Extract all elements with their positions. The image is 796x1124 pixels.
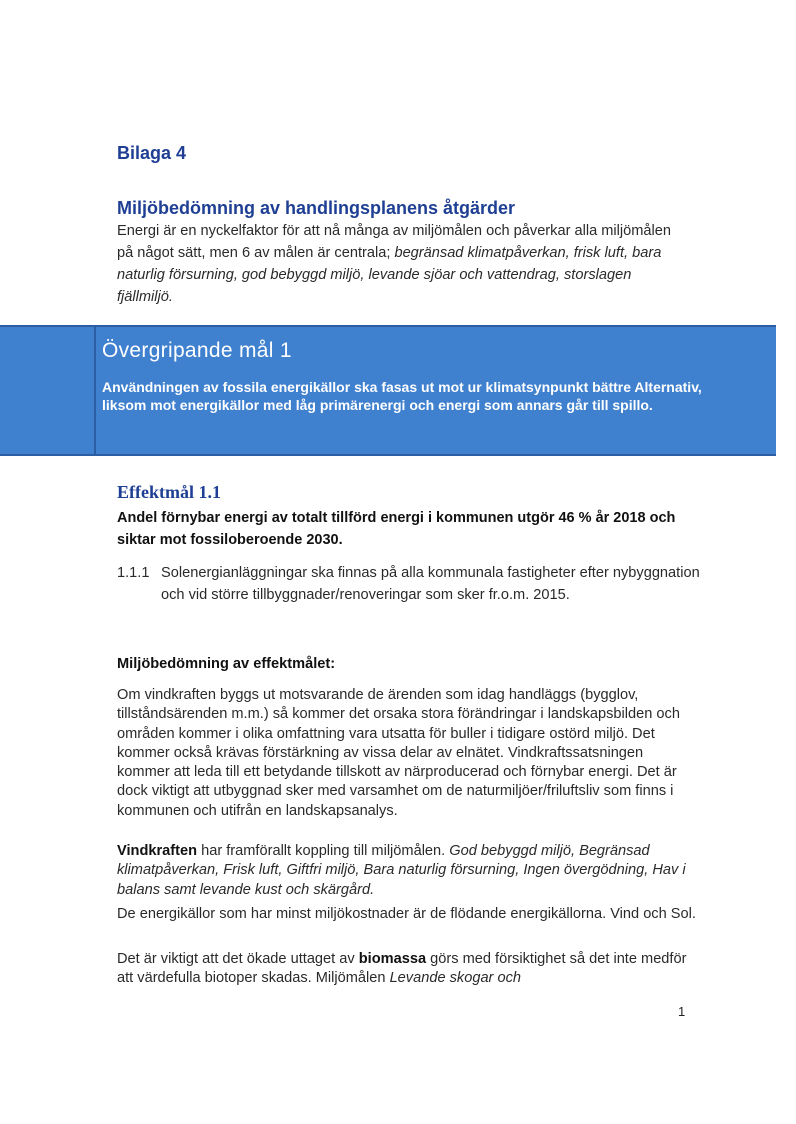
- intro-text: Energi är en nyckelfaktor för att nå många av miljömålen och påverkar alla miljömålen på något sätt, men 6 av målen är centrala;: [117, 223, 672, 261]
- assessment-heading: Miljöbedömning av effektmålet:: [117, 656, 336, 672]
- assessment-paragraph-2: [117, 842, 697, 900]
- goal-banner: [0, 325, 776, 456]
- intro-goals-italic: begränsad klimatpåverkan, frisk luft, bara naturlig försurning, god bebyggd miljö, levande sjöar och vattendrag, storslagen fjällmiljö.: [117, 245, 662, 305]
- banner-divider: [94, 327, 96, 454]
- p2-text: har framförallt koppling till miljömålen.: [197, 843, 450, 859]
- p4-text-b: görs med försiktighet så det inte medför att värdefulla biotoper skadas. Miljömålen: [117, 951, 687, 987]
- banner-title: Övergripande mål 1: [102, 339, 292, 362]
- appendix-label: Bilaga 4: [117, 143, 187, 163]
- assessment-paragraph-1: Om vindkraften byggs ut motsvarande de ärenden som idag handläggs (bygglov, tillståndsärenden m.m.) så kommer det orsaka stora förändringar i landskapsbilden och områden kommer i olika omfattning vara utsatta för buller i tidigare ostörd miljö. Det kommer också krävas förstärkning av vissa delar av elnätet. Vindkraftssatsningen kommer att leda till ett betydande tillskott av närproducerad och förnybar energi. Det är dock viktigt att utbyggnad sker med varsamhet om de naturmiljöer/friluftsliv som finns i kommunen och utifrån en landskapsanalys.: [117, 687, 680, 819]
- biomass-term: biomassa: [358, 951, 427, 967]
- assessment-paragraph-4: [117, 950, 697, 989]
- intro-paragraph: [117, 220, 677, 308]
- p4-text-a: Det är viktigt att det ökade uttaget av: [117, 951, 359, 967]
- effect-goal-title: Effektmål 1.1: [117, 482, 221, 502]
- effect-goal-text: Andel förnybar energi av totalt tillförd energi i kommunen utgör 46 % år 2018 och siktar mot fossiloberoende 2030.: [117, 510, 676, 548]
- action-text: Solenergianläggningar ska finnas på alla kommunala fastigheter efter nybyggnation och vid större tillbyggnader/renoveringar som sker fr.o.m. 2015.: [161, 565, 700, 603]
- assessment-paragraph-3: De energikällor som har minst miljökostnader är de flödande energikällorna. Vind och Sol.: [117, 906, 696, 922]
- action-number: 1.1.1: [117, 565, 150, 581]
- wind-power-term: Vindkraften: [117, 843, 198, 859]
- p4-italic: Levande skogar och: [389, 970, 521, 987]
- banner-body: Användningen av fossila energikällor ska fasas ut mot ur klimatsynpunkt bättre Alternativ, liksom mot energikällor med låg primärenergi och energi som annars går till spillo.: [102, 379, 702, 413]
- section-heading: Miljöbedömning av handlingsplanens åtgärder: [117, 198, 516, 218]
- p2-goals-italic: God bebyggd miljö, Begränsad klimatpåverkan, Frisk luft, Giftfri miljö, Bara naturlig försurning, Ingen övergödning, Hav i balans samt levande kust och skärgård.: [117, 843, 686, 898]
- page-number: 1: [678, 1004, 686, 1019]
